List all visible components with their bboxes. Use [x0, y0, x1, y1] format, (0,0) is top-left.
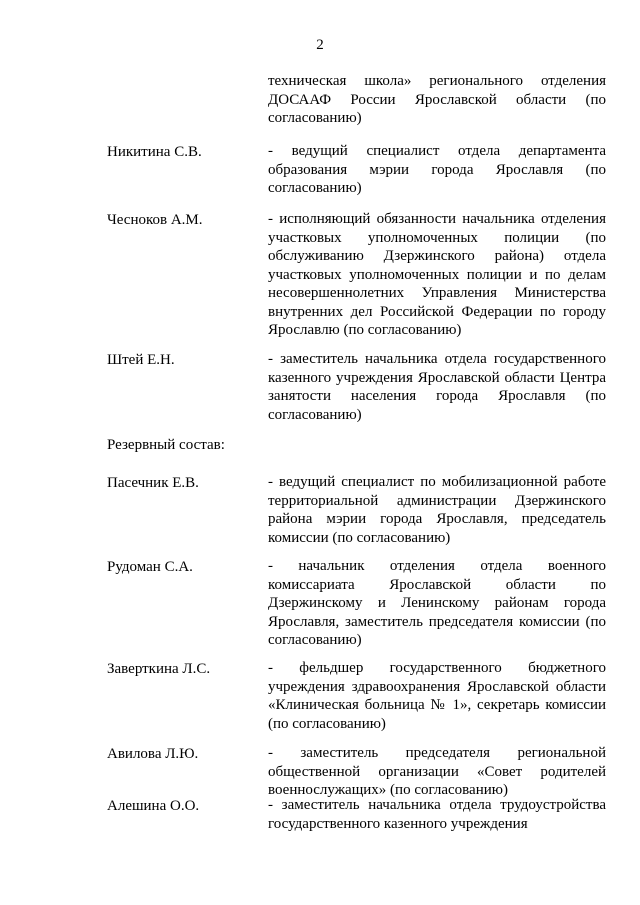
reserve-member-name: Пасечник Е.В.: [107, 475, 199, 491]
reserve-member-description: - ведущий специалист по мобилизационной работе территориальной администрации Дзержинского района мэрии города Ярославля, председатель комиссии (по согласованию): [268, 474, 606, 546]
reserve-member-description: - фельдшер государственного бюджетного учреждения здравоохранения Ярославской области «Клиническая больница № 1», секретарь комиссии (по согласованию): [268, 660, 606, 732]
reserve-member-name: Алешина О.О.: [107, 798, 200, 814]
member-description: - исполняющий обязанности начальника отделения участковых уполномоченных полиции (по обслуживанию Дзержинского района) отдела участковых уполномоченных полиции и по делам несовершеннолетних Управления Министерства внутренних дел Российской Федерации по городу Ярославлю (по согласованию): [268, 211, 606, 338]
member-name: Штей Е.Н.: [107, 352, 175, 368]
member-description: - ведущий специалист отдела департамента образования мэрии города Ярославля (по согласованию): [268, 143, 606, 196]
reserve-member-name: Заверткина Л.С.: [107, 661, 211, 677]
reserve-member-description: - заместитель председателя региональной общественной организации «Совет родителей военнослужащих» (по согласованию): [268, 745, 606, 798]
page-number: 2: [316, 37, 324, 53]
reserve-heading: Резервный состав:: [107, 437, 225, 453]
reserve-member-name: Авилова Л.Ю.: [107, 746, 199, 762]
reserve-member-description: - заместитель начальника отдела трудоустройства государственного казенного учреждения: [268, 797, 606, 832]
reserve-member-description: - начальник отделения отдела военного комиссариата Ярославской области по Дзержинскому и Ленинскому районам города Ярославля, заместитель председателя комиссии (по согласованию): [268, 558, 606, 648]
member-name: Чесноков А.М.: [107, 212, 203, 228]
continuation-text: техническая школа» регионального отделения ДОСААФ России Ярославской области (по согласованию): [268, 73, 606, 126]
reserve-member-name: Рудоман С.А.: [107, 559, 193, 575]
member-description: - заместитель начальника отдела государственного казенного учреждения Ярославской области Центра занятости населения города Ярославля (по согласованию): [268, 351, 606, 423]
member-name: Никитина С.В.: [107, 144, 202, 160]
